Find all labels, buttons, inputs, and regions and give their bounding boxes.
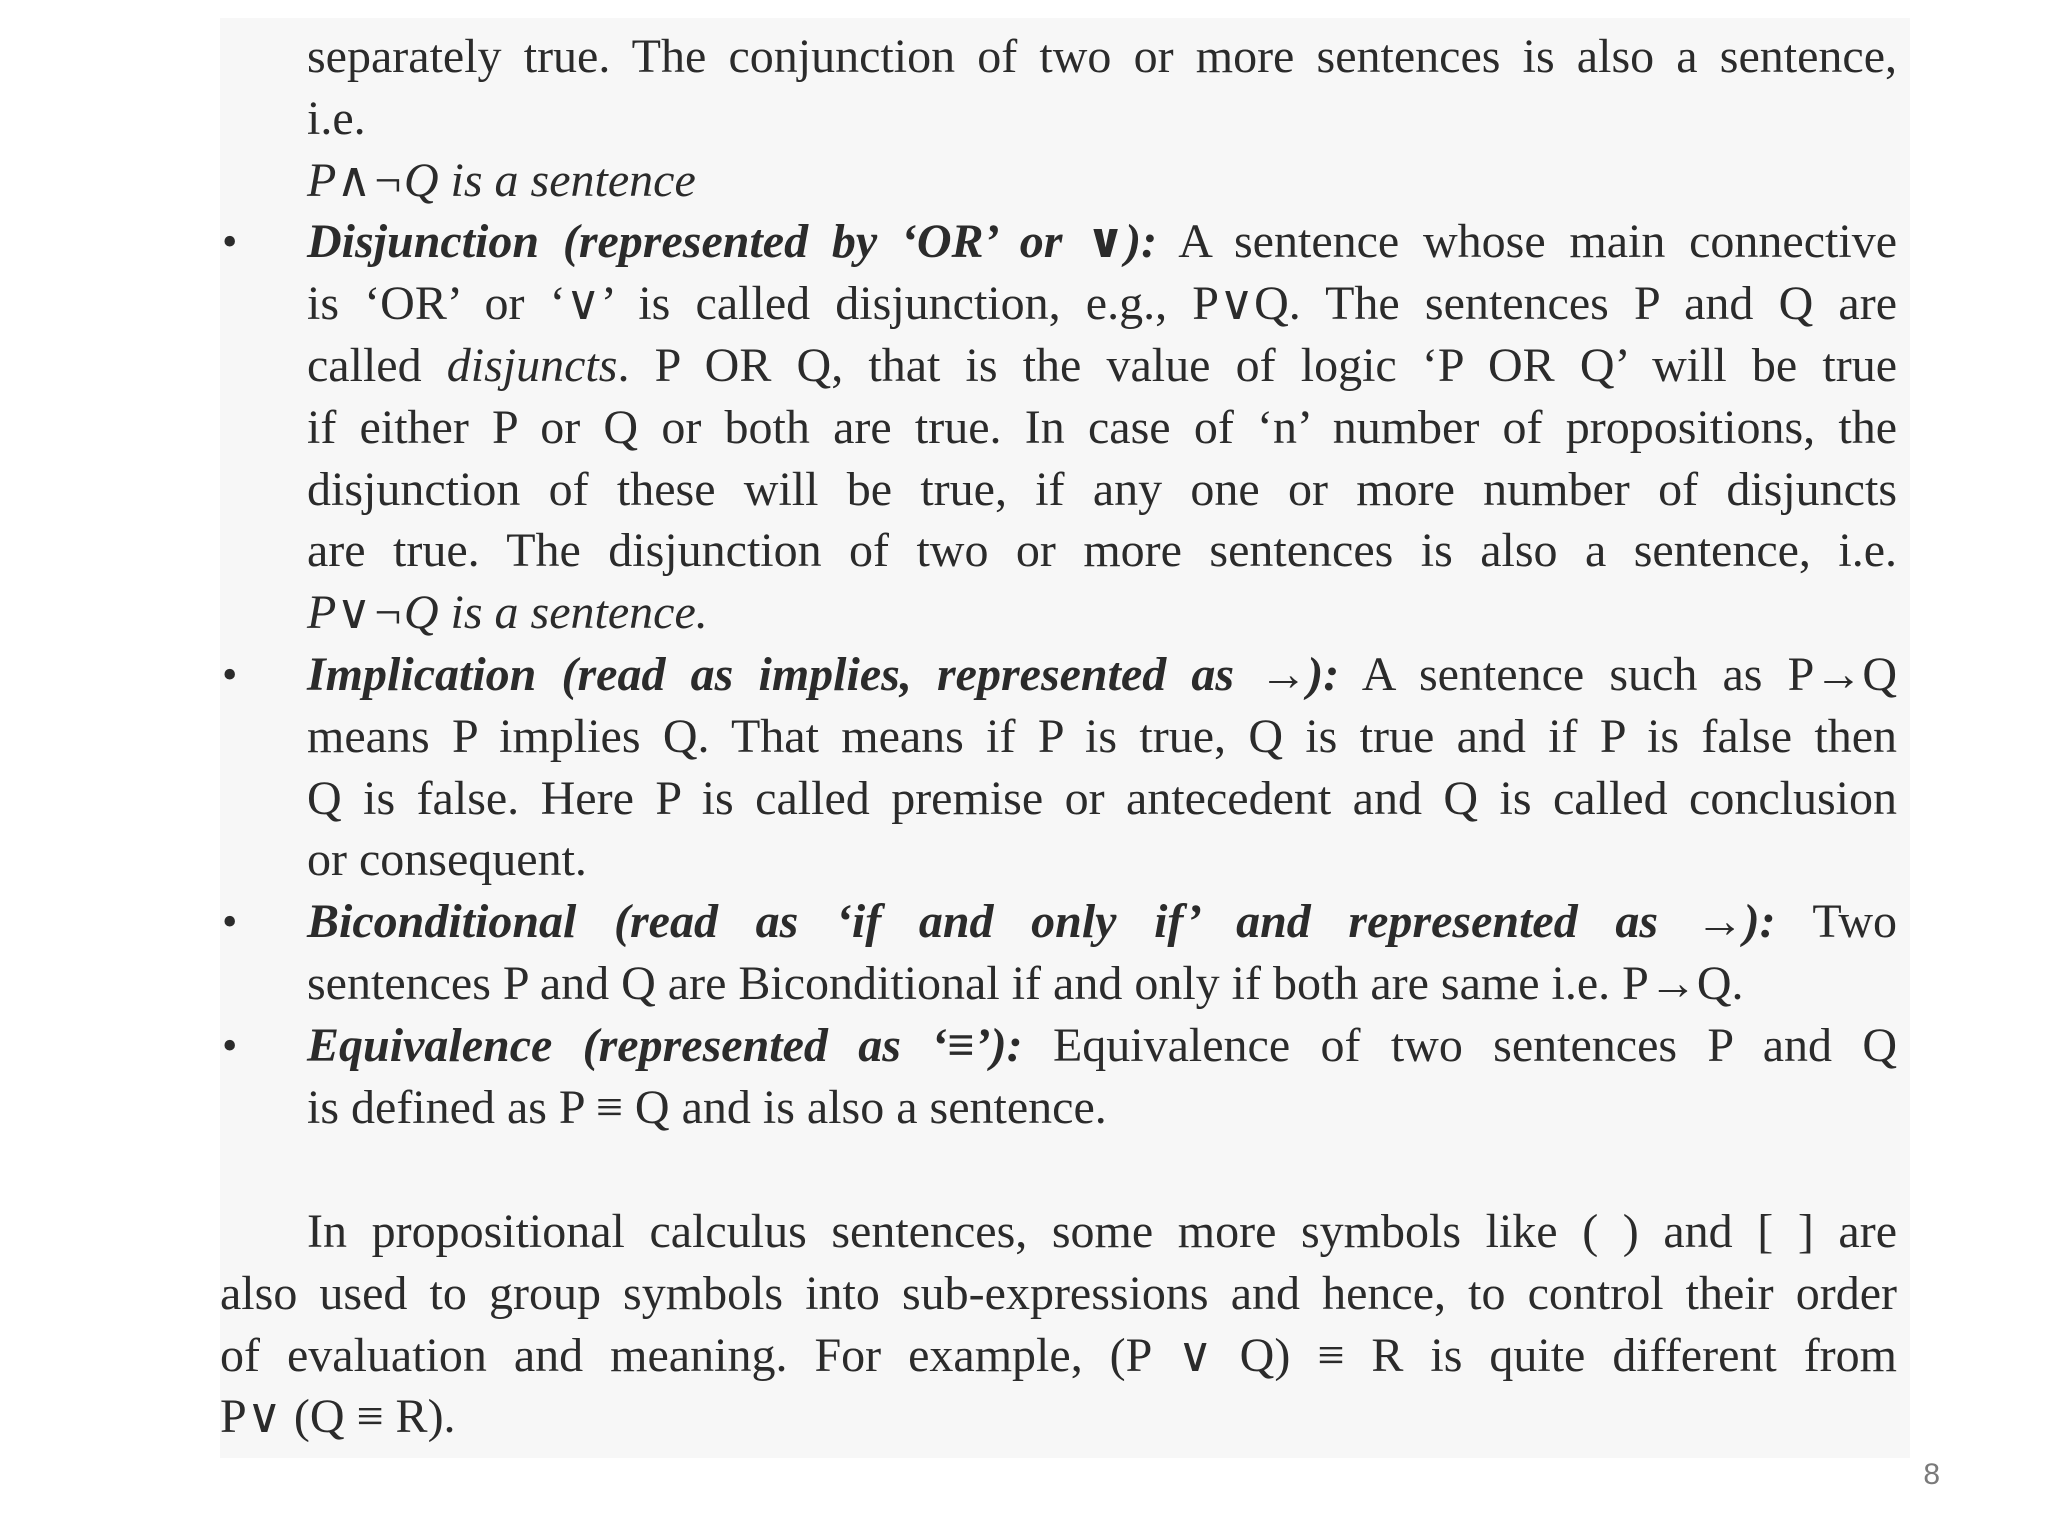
- bullet-marker: •: [222, 217, 238, 267]
- bullet-implication: [222, 644, 1897, 706]
- biconditional-term: Biconditional (read as ‘if and only if’ and represented as →):: [307, 895, 1776, 949]
- text-block: [222, 26, 1898, 1138]
- paragraph-line-4: P∨ (Q ≡ R).: [220, 1390, 456, 1444]
- bullet-marker: •: [222, 897, 238, 947]
- disjunction-line-2: is ‘OR’ or ‘∨’ is called disjunction, e.g., P∨Q. The sentences P and Q are: [307, 277, 1897, 331]
- paragraph-line-3: of evaluation and meaning. For example, (P ∨ Q) ≡ R is quite different from: [220, 1328, 1897, 1382]
- intro-line-2: i.e.: [307, 91, 366, 145]
- disjunction-called: called: [307, 338, 422, 392]
- disjunction-line-3: [307, 335, 1897, 397]
- equivalence-text-1: Equivalence of two sentences P and Q: [1052, 1018, 1898, 1072]
- bullet-marker: •: [222, 649, 238, 699]
- intro-line-1: separately true. The conjunction of two or more sentences is also a sentence,: [307, 30, 1897, 83]
- disjunction-line-6: are true. The disjunction of two or more sentences is also a sentence, i.e.: [307, 524, 1897, 578]
- implication-line-1: [307, 644, 1897, 706]
- disjunction-text-1: A sentence whose main connective: [1178, 215, 1897, 269]
- page-number: 8: [1923, 1458, 1940, 1491]
- implication-text-1: A sentence such as P→Q: [1361, 647, 1897, 701]
- disjunction-line-1: [307, 211, 1897, 273]
- disjunction-line-5: disjunction of these will be true, if any one or more number of disjuncts: [307, 462, 1897, 516]
- equivalence-line-1: [307, 1015, 1897, 1077]
- biconditional-line-1: [307, 891, 1897, 953]
- implication-line-3: Q is false. Here P is called premise or antecedent and Q is called conclusion: [307, 771, 1897, 825]
- disjunction-formula: P∨¬Q is a sentence.: [307, 586, 708, 640]
- paragraph-line-2: also used to group symbols into sub-expressions and hence, to control their order: [220, 1266, 1897, 1320]
- implication-line-2: means P implies Q. That means if P is true, Q is true and if P is false then: [307, 709, 1897, 763]
- implication-line-4: or consequent.: [307, 833, 587, 887]
- equivalence-line-2: is defined as P ≡ Q and is also a sentence.: [307, 1080, 1107, 1134]
- disjunction-line-4: if either P or Q or both are true. In case of ‘n’ number of propositions, the: [307, 400, 1897, 454]
- biconditional-line-2: sentences P and Q are Biconditional if and only if both are same i.e. P→Q.: [307, 956, 1744, 1010]
- intro-formula: P∧¬Q is a sentence: [307, 153, 696, 207]
- bullet-biconditional: [222, 891, 1897, 953]
- equivalence-term: Equivalence (represented as ‘≡’):: [307, 1018, 1023, 1072]
- bullet-disjunction: [222, 211, 1897, 273]
- disjuncts-word: disjuncts: [446, 338, 618, 392]
- disjunction-text-3: . P OR Q, that is the value of logic ‘P OR Q’ will be true: [617, 338, 1898, 392]
- bullet-equivalence: [222, 1015, 1898, 1077]
- bullet-marker: •: [222, 1020, 238, 1070]
- paragraph-line-1: In propositional calculus sentences, some more symbols like ( ) and [ ] are: [307, 1205, 1897, 1258]
- closing-paragraph: [220, 1201, 1897, 1448]
- disjunction-term: Disjunction (represented by ‘OR’ or ∨):: [307, 215, 1158, 269]
- biconditional-text-1: Two: [1812, 895, 1897, 949]
- implication-term: Implication (read as implies, represented as →):: [307, 647, 1340, 701]
